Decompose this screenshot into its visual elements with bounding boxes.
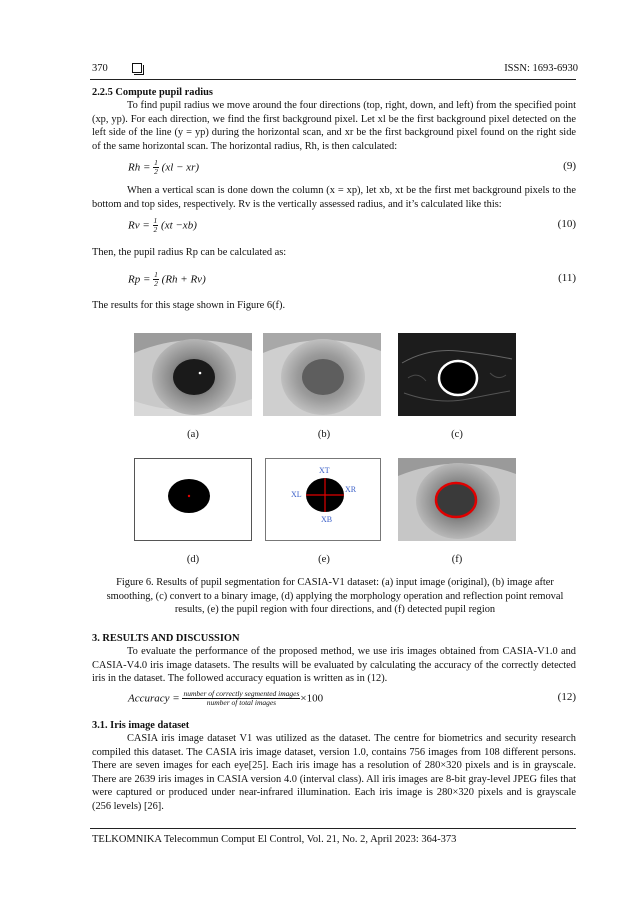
figure-6c-binary-image: [398, 333, 516, 416]
eq-rhs: (Rh + Rv): [161, 273, 206, 286]
paragraph: To find pupil radius we move around the four directions (top, right, down, and left) from the specified point (xp, yp). For each direction, we find the first background pixel. Let xl be the first background pixel detected on the left side of the line (y = yp) during the horizontal scan, and xr be the first background pixel found on the right side of the same horizontal scan. The horizontal radius, Rh, is then calculated:: [92, 100, 576, 152]
paragraph: To evaluate the performance of the proposed method, we use iris images obtained from CASIA-V1.0 and CASIA-V4.0 iris image datasets. The results will be evaluated by calculating the accuracy of the correctly detected iris in the dataset. The followed accuracy equation is written as in (12).: [92, 646, 576, 685]
equation-10: [128, 217, 576, 235]
label-xl: XL: [291, 490, 302, 499]
equation-11: [128, 271, 576, 289]
equation-number: (11): [558, 272, 576, 284]
header-rule: [90, 79, 576, 80]
figure-6e-four-directions: [265, 458, 381, 541]
label-a: (a): [187, 429, 199, 440]
figure-6f-detected-pupil: [398, 458, 516, 541]
label-f: (f): [451, 554, 463, 565]
figure-caption: Figure 6. Results of pupil segmentation for CASIA-V1 dataset: (a) input image (original), (b) image after smoothing, (c) convert to a binary image, (d) applying the morphology operation and reflection point removal results, (e) the pupil region with four directions, and (f) detected pupil region: [106, 577, 564, 616]
fraction: $\frac{1}{2}$: [154, 270, 158, 289]
paragraph: The results for this stage shown in Figure 6(f).: [92, 300, 286, 311]
footer-rule: [90, 828, 576, 829]
fraction: $\frac{1}{2}$: [153, 216, 158, 235]
eq-rhs: (xl − xr): [161, 161, 200, 174]
eq-rhs: (xt −xb): [161, 219, 197, 232]
section-heading-225: 2.2.5 Compute pupil radius: [92, 87, 213, 98]
figure-6b-eye-smoothed: [263, 333, 381, 416]
eq-lhs: Rv =: [128, 219, 153, 232]
equation-12: [128, 690, 576, 708]
paragraph: CASIA iris image dataset V1 was utilized as the dataset. The centre for biometrics and security research compiled this dataset. The CASIA iris image dataset, version 1.0, contains 756 images from 108 different persons. There are seven images for each eye[25]. Each iris image has a resolution of 280×320 pixels and is in grayscale. There are 2639 iris images in CASIA version 4.0 (interval class). All iris images are 8-bit gray-level JPEG files that were captured or produced under near-infrared illumination. Each iris image is 280×320 pixels and is grayscale (256 levels) [26].: [92, 733, 576, 812]
equation-9: [128, 159, 576, 177]
fraction: $\frac{\text{number of correctly segmented images}}{\text{number of total images}}$: [183, 689, 300, 708]
figure-6a-eye-original: [134, 333, 252, 416]
label-e: (e): [318, 554, 330, 565]
equation-number: (10): [557, 218, 576, 230]
section-heading-31: 3.1. Iris image dataset: [92, 720, 190, 731]
label-d: (d): [186, 554, 200, 565]
label-xt: XT: [319, 466, 330, 475]
page-number: 370: [92, 63, 108, 74]
label-b: (b): [317, 429, 331, 440]
eq-lhs: Accuracy =: [128, 692, 183, 705]
eq-lhs: Rp =: [128, 273, 154, 286]
figure-6d-morphology-result: [134, 458, 252, 541]
page-header: [92, 62, 578, 76]
label-xr: XR: [345, 485, 357, 494]
section-heading-3: 3. RESULTS AND DISCUSSION: [92, 633, 240, 644]
eq-lhs: Rh =: [128, 161, 154, 174]
fraction: $\frac{1}{2}$: [154, 158, 158, 177]
equation-number: (12): [557, 691, 576, 703]
label-xb: XB: [321, 515, 333, 524]
journal-footer: TELKOMNIKA Telecommun Comput El Control, Vol. 21, No. 2, April 2023: 364-373: [92, 834, 457, 845]
paragraph: When a vertical scan is done down the column (x = xp), let xb, xt be the first met background pixels to the bottom and top sides, respectively. Rv is the vertically assessed radius, and it’s calculated like this:: [92, 185, 576, 210]
eq-rhs: ×100: [300, 692, 324, 705]
equation-number: (9): [563, 160, 576, 172]
square-icon: [132, 63, 142, 73]
paragraph: Then, the pupil radius Rp can be calculated as:: [92, 247, 287, 258]
issn: ISSN: 1693-6930: [504, 63, 578, 74]
label-c: (c): [451, 429, 463, 440]
